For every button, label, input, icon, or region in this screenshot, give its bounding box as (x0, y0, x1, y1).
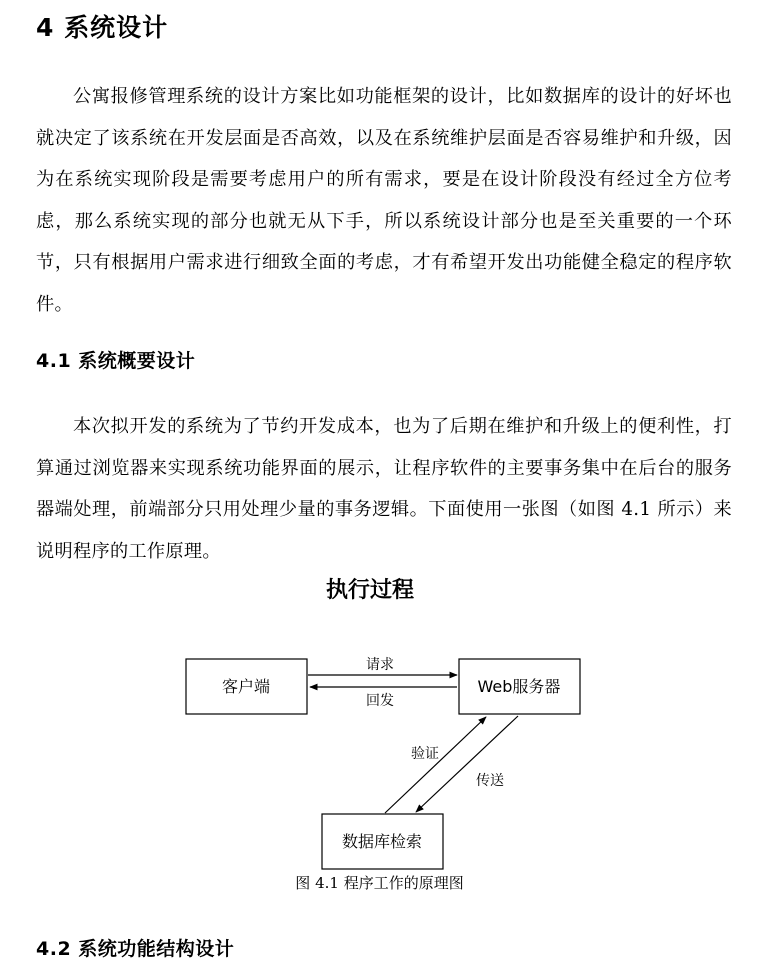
client-node-label: 客户端 (221, 677, 271, 696)
request-label: 请求 (366, 657, 394, 673)
diagram-title: 执行过程 (325, 578, 415, 603)
database-node-label: 数据库检索 (341, 832, 423, 851)
figure-caption: 图 4.1 程序工作的原理图 (295, 874, 464, 892)
verify-arrow (385, 717, 486, 813)
section-4-paragraph: 公寓报修管理系统的设计方案比如功能框架的设计，比如数据库的设计的好坏也就决定了该系统在开发层面是否高效，以及在系统维护层面是否容易维护和升级，因为在系统实现阶段是需要考虑用户的所有需求，要是在设计阶段没有经过全方位考虑，那么系统实现的部分也就无从下手，所以系统设计部分也是至关重要的一个环节，只有根据用户需求进行细致全面的考虑，才有希望开发出功能健全稳定的程序软件。 (36, 86, 732, 315)
server-node-label: Web服务器 (477, 677, 561, 696)
verify-label: 验证 (411, 746, 439, 762)
section-4-1-heading: 4.1 系统概要设计 (36, 350, 196, 372)
section-4-2-heading: 4.2 系统功能结构设计 (36, 938, 235, 960)
transmit-label: 传送 (476, 773, 504, 789)
execution-flow-diagram (0, 565, 759, 870)
section-4-1-paragraph: 本次拟开发的系统为了节约开发成本，也为了后期在维护和升级上的便利性，打算通过浏览器来实现系统功能界面的展示，让程序软件的主要事务集中在后台的服务器端处理，前端部分只用处理少量的事务逻辑。下面使用一张图（如图 4.1 所示）来说明程序的工作原理。 (36, 416, 732, 562)
transmit-arrow (416, 716, 518, 812)
section-4-heading: 4 系统设计 (36, 13, 169, 42)
reply-label: 回发 (366, 693, 394, 709)
